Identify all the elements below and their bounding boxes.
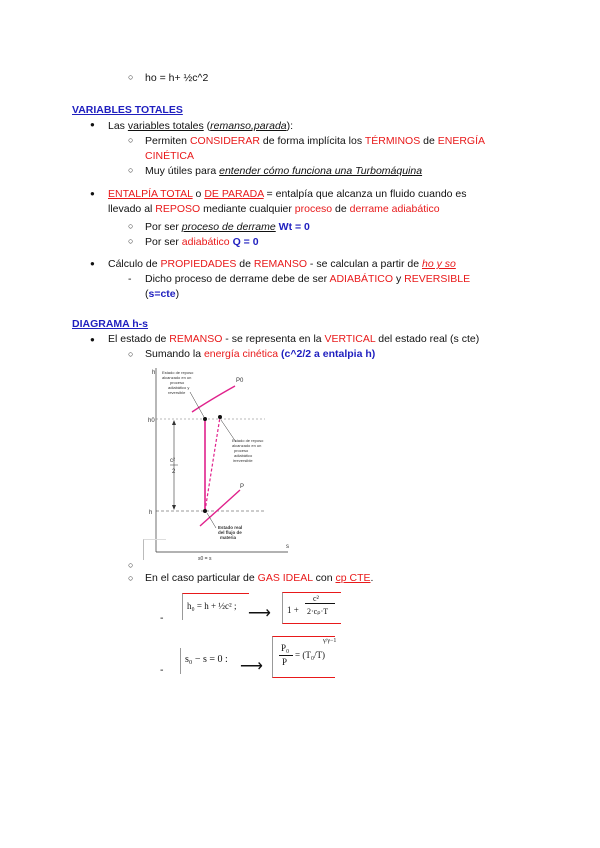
axis-label-s: s bbox=[286, 544, 289, 550]
sub-item-gas-ideal: En el caso particular de GAS IDEAL con cp CTE. bbox=[145, 572, 374, 584]
dash-bullet: - bbox=[160, 664, 164, 676]
real-state-point bbox=[203, 509, 207, 513]
dash-bullet: - bbox=[128, 273, 132, 285]
label-two: 2 bbox=[172, 469, 176, 475]
note-reversible: Estado de reposo alcanzado en un proceso adiabático y reversible bbox=[162, 370, 194, 395]
circle-bullet: ○ bbox=[128, 135, 134, 145]
stagnation-point-reversible bbox=[203, 417, 207, 421]
disc-bullet: ● bbox=[90, 120, 95, 129]
sub-item-por-ser-proceso: Por ser proceso de derrame Wt = 0 bbox=[145, 221, 310, 233]
disc-bullet: ● bbox=[90, 189, 95, 198]
sub-item-sumando: Sumando la energía cinética (c^2/2 a entalpia h) bbox=[145, 348, 376, 360]
item-variables-totales: Las variables totales (remanso,parada): bbox=[108, 120, 294, 132]
irreversible-process-line bbox=[205, 417, 220, 511]
equation-h0-result-box: 1 + c² 2·cₚ·T bbox=[282, 592, 341, 624]
circle-bullet: ○ bbox=[128, 221, 134, 231]
circle-bullet: ○ bbox=[128, 349, 134, 359]
image-fragment bbox=[143, 539, 166, 560]
circle-bullet: ○ bbox=[128, 236, 134, 246]
section-title-diagrama-hs: DIAGRAMA h-s bbox=[72, 318, 149, 330]
item-entalpia-total: ENTALPÍA TOTAL o DE PARADA = entalpía que alcanza un fluido cuando es bbox=[108, 188, 467, 200]
sub-item-muy-utiles: Muy útiles para entender cómo funciona una Turbomáquina bbox=[145, 165, 423, 177]
circle-bullet: ○ bbox=[128, 573, 134, 583]
label-c2: c² bbox=[170, 458, 175, 464]
label-s0-equals-s: s0 = s bbox=[198, 556, 212, 562]
equation-ho-line: ho = h+ ½c^2 bbox=[145, 72, 209, 84]
circle-bullet: ○ bbox=[128, 165, 134, 175]
note-real-state: Estado real del flujo de materia bbox=[218, 525, 243, 540]
disc-bullet: ● bbox=[90, 259, 95, 268]
item-estado-remanso: El estado de REMANSO - se representa en la VERTICAL del estado real (s cte) bbox=[108, 333, 480, 345]
section-title-variables-totales: VARIABLES TOTALES bbox=[72, 104, 183, 116]
sub-item-permiten: Permiten CONSIDERAR de forma implícita los TÉRMINOS de ENERGÍA bbox=[145, 135, 486, 147]
equation-s0-box: s₀ − s = 0 : bbox=[180, 648, 251, 674]
isobar-p bbox=[200, 490, 240, 526]
item-calculo-propiedades: Cálculo de PROPIEDADES de REMANSO - se calculan a partir de ho y so bbox=[108, 258, 456, 270]
label-p: P bbox=[240, 484, 245, 490]
circle-bullet: ○ bbox=[128, 560, 134, 570]
label-h0: h0 bbox=[148, 418, 155, 424]
item-entalpia-total-cont: llevado al REPOSO mediante cualquier proceso de derrame adiabático bbox=[108, 203, 440, 215]
circle-bullet: ○ bbox=[128, 72, 134, 82]
sub-item-permiten-cont: CINÉTICA bbox=[145, 150, 195, 162]
label-p0: P0 bbox=[236, 378, 244, 384]
dash-item-derrame-cont: (s=cte) bbox=[145, 288, 180, 300]
label-h: h bbox=[149, 510, 153, 516]
dash-item-derrame: Dicho proceso de derrame debe de ser ADIABÁTICO y REVERSIBLE bbox=[145, 273, 471, 285]
equation-pressure-ratio-box: P₀ P = (T₀/T) γ/γ−1 bbox=[272, 636, 335, 678]
axis-label-h: h bbox=[152, 370, 156, 376]
sub-item-por-ser-adiabatico: Por ser adiabático Q = 0 bbox=[145, 236, 259, 248]
disc-bullet: ● bbox=[90, 335, 95, 344]
arrow-icon: ⟶ bbox=[240, 658, 263, 675]
isobar-p0 bbox=[192, 386, 235, 412]
dash-bullet: - bbox=[160, 612, 164, 624]
stagnation-point-irreversible bbox=[218, 415, 222, 419]
arrow-icon: ⟶ bbox=[248, 605, 271, 622]
equation-h0-box: h₀ = h + ½c² ; bbox=[182, 593, 249, 620]
note-irreversible: Estado de reposo alcanzado en un proceso adiabático irreversible bbox=[232, 438, 264, 463]
